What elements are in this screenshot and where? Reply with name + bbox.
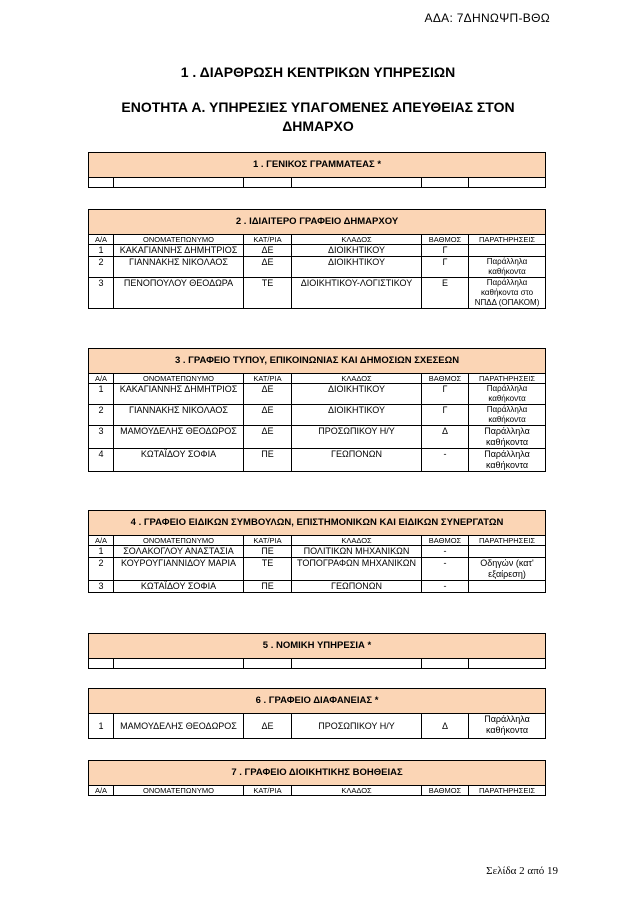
cell-name: ΣΟΛΑΚΟΓΛΟΥ ΑΝΑΣΤΑΣΙΑ (114, 546, 244, 558)
table-row (89, 384, 546, 405)
table-row (89, 558, 546, 581)
cell-notes: Παράλληλα καθήκοντα (469, 384, 546, 405)
cell-branch: ΠΡΟΣΩΠΙΚΟΥ Η/Υ (292, 426, 422, 449)
cell-notes: Οδηγών (κατ' εξαίρεση) (469, 558, 546, 581)
page-subtitle: ΕΝΟΤΗΤΑ Α. ΥΠΗΡΕΣΙΕΣ ΥΠΑΓΟΜΕΝΕΣ ΑΠΕΥΘΕΙΑΣ ΣΤΟΝ ΔΗΜΑΡΧΟ (121, 99, 515, 134)
col-name: ΟΝΟΜΑΤΕΠΩΝΥΜΟ (114, 536, 244, 546)
cell-aa: 1 (89, 714, 114, 739)
section-title: 4 . ΓΡΑΦΕΙΟ ΕΙΔΙΚΩΝ ΣΥΜΒΟΥΛΩΝ, ΕΠΙΣΤΗΜΟΝΙΚΩΝ ΚΑΙ ΕΙΔΙΚΩΝ ΣΥΝΕΡΓΑΤΩΝ (89, 511, 546, 536)
cell-name: ΓΙΑΝΝΑΚΗΣ ΝΙΚΟΛΑΟΣ (114, 405, 244, 426)
cell-grade: Ε (422, 278, 469, 309)
cell-notes: Παράλληλα καθήκοντα (469, 405, 546, 426)
cell-grade: Γ (422, 384, 469, 405)
col-grade: ΒΑΘΜΟΣ (422, 536, 469, 546)
col-aa: Α/Α (89, 235, 114, 245)
col-aa: Α/Α (89, 786, 114, 796)
col-notes: ΠΑΡΑΤΗΡΗΣΕΙΣ (469, 536, 546, 546)
cell-grade: - (422, 558, 469, 581)
col-notes: ΠΑΡΑΤΗΡΗΣΕΙΣ (469, 235, 546, 245)
cell-branch: ΠΟΛΙΤΙΚΩΝ ΜΗΧΑΝΙΚΩΝ (292, 546, 422, 558)
cell-branch: ΠΡΟΣΩΠΙΚΟΥ Η/Υ (292, 714, 422, 739)
section-title: 3 . ΓΡΑΦΕΙΟ ΤΥΠΟΥ, ΕΠΙΚΟΙΝΩΝΙΑΣ ΚΑΙ ΔΗΜΟΣΙΩΝ ΣΧΕΣΕΩΝ (89, 349, 546, 374)
cell-grade: Δ (422, 426, 469, 449)
col-name: ΟΝΟΜΑΤΕΠΩΝΥΜΟ (114, 374, 244, 384)
cell-grade: Γ (422, 257, 469, 278)
table-row (89, 449, 546, 472)
cell-aa: 2 (89, 558, 114, 581)
cell-aa: 1 (89, 245, 114, 257)
cell-grade: - (422, 581, 469, 593)
section-title: 7 . ΓΡΑΦΕΙΟ ΔΙΟΙΚΗΤΙΚΗΣ ΒΟΗΘΕΙΑΣ (89, 761, 546, 786)
col-aa: Α/Α (89, 536, 114, 546)
table-row (89, 245, 546, 257)
cell-grade: - (422, 449, 469, 472)
table-row (89, 178, 546, 188)
page-title: 1 . ΔΙΑΡΘΡΩΣΗ ΚΕΝΤΡΙΚΩΝ ΥΠΗΡΕΣΙΩΝ (180, 64, 456, 80)
table-row (89, 659, 546, 669)
section-title: 2 . ΙΔΙΑΙΤΕΡΟ ΓΡΑΦΕΙΟ ΔΗΜΑΡΧΟΥ (89, 210, 546, 235)
cell-name: ΓΙΑΝΝΑΚΗΣ ΝΙΚΟΛΑΟΣ (114, 257, 244, 278)
cell-name: ΜΑΜΟΥΔΕΛΗΣ ΘΕΟΔΩΡΟΣ (114, 714, 244, 739)
table-row (89, 257, 546, 278)
col-grade: ΒΑΘΜΟΣ (422, 235, 469, 245)
cell-category: ΔΕ (244, 714, 292, 739)
col-branch: ΚΛΑΔΟΣ (292, 536, 422, 546)
cell-notes: Παράλληλα καθήκοντα (469, 426, 546, 449)
col-name: ΟΝΟΜΑΤΕΠΩΝΥΜΟ (114, 235, 244, 245)
table-header-row (89, 536, 546, 546)
cell-category: ΔΕ (244, 426, 292, 449)
section-title: 6 . ΓΡΑΦΕΙΟ ΔΙΑΦΑΝΕΙΑΣ * (89, 689, 546, 714)
cell-name: ΚΑΚΑΓΙΑΝΝΗΣ ΔΗΜΗΤΡΙΟΣ (114, 384, 244, 405)
cell-notes (469, 245, 546, 257)
cell-aa: 3 (89, 581, 114, 593)
cell-aa: 3 (89, 278, 114, 309)
cell-branch: ΔΙΟΙΚΗΤΙΚΟΥ (292, 245, 422, 257)
table-row (89, 426, 546, 449)
table-row (89, 581, 546, 593)
cell-category: ΔΕ (244, 405, 292, 426)
ada-code: ΑΔΑ: 7ΔΗΝΩΨΠ-ΒΘΩ (424, 11, 550, 25)
cell-name: ΚΩΤΑΪΔΟΥ ΣΟΦΙΑ (114, 449, 244, 472)
col-branch: ΚΛΑΔΟΣ (292, 374, 422, 384)
col-notes: ΠΑΡΑΤΗΡΗΣΕΙΣ (469, 374, 546, 384)
cell-notes (469, 581, 546, 593)
cell-name: ΠΕΝΟΠΟΥΛΟΥ ΘΕΟΔΩΡΑ (114, 278, 244, 309)
col-aa: Α/Α (89, 374, 114, 384)
col-category: ΚΑΤ/ΡΙΑ (244, 374, 292, 384)
cell-notes: Παράλληλα καθήκοντα (469, 714, 546, 739)
cell-category: ΔΕ (244, 245, 292, 257)
section-title: 1 . ΓΕΝΙΚΟΣ ΓΡΑΜΜΑΤΕΑΣ * (89, 153, 546, 178)
cell-category: ΔΕ (244, 257, 292, 278)
cell-aa: 2 (89, 405, 114, 426)
section-mayor-office (88, 209, 545, 309)
cell-branch: ΓΕΩΠΟΝΩΝ (292, 581, 422, 593)
cell-branch: ΔΙΟΙΚΗΤΙΚΟΥ (292, 257, 422, 278)
cell-aa: 2 (89, 257, 114, 278)
section-press-office (88, 348, 545, 472)
cell-name: ΚΑΚΑΓΙΑΝΝΗΣ ΔΗΜΗΤΡΙΟΣ (114, 245, 244, 257)
section-admin-assistance (88, 760, 545, 796)
cell-grade: - (422, 546, 469, 558)
section-title: 5 . ΝΟΜΙΚΗ ΥΠΗΡΕΣΙΑ * (89, 634, 546, 659)
cell-category: ΤΕ (244, 558, 292, 581)
col-category: ΚΑΤ/ΡΙΑ (244, 786, 292, 796)
cell-aa: 4 (89, 449, 114, 472)
cell-category: ΤΕ (244, 278, 292, 309)
cell-notes: Παράλληλα καθήκοντα (469, 257, 546, 278)
cell-name: ΚΩΤΑΪΔΟΥ ΣΟΦΙΑ (114, 581, 244, 593)
cell-branch: ΔΙΟΙΚΗΤΙΚΟΥ-ΛΟΓΙΣΤΙΚΟΥ (292, 278, 422, 309)
cell-grade: Δ (422, 714, 469, 739)
cell-notes (469, 546, 546, 558)
cell-grade: Γ (422, 405, 469, 426)
section-special-advisors (88, 510, 545, 593)
cell-category: ΔΕ (244, 384, 292, 405)
table-row (89, 405, 546, 426)
cell-branch: ΓΕΩΠΟΝΩΝ (292, 449, 422, 472)
section-general-secretary (88, 152, 545, 188)
cell-notes: Παράλληλα καθήκοντα στο ΝΠΔΔ (ΟΠΑΚΟΜ) (469, 278, 546, 309)
cell-grade: Γ (422, 245, 469, 257)
cell-name: ΚΟΥΡΟΥΓΙΑΝΝΙΔΟΥ ΜΑΡΙΑ (114, 558, 244, 581)
col-branch: ΚΛΑΔΟΣ (292, 786, 422, 796)
col-grade: ΒΑΘΜΟΣ (422, 374, 469, 384)
col-category: ΚΑΤ/ΡΙΑ (244, 536, 292, 546)
col-notes: ΠΑΡΑΤΗΡΗΣΕΙΣ (469, 786, 546, 796)
cell-aa: 1 (89, 384, 114, 405)
cell-branch: ΔΙΟΙΚΗΤΙΚΟΥ (292, 384, 422, 405)
cell-name: ΜΑΜΟΥΔΕΛΗΣ ΘΕΟΔΩΡΟΣ (114, 426, 244, 449)
cell-category: ΠΕ (244, 449, 292, 472)
table-row (89, 546, 546, 558)
table-row (89, 714, 546, 739)
cell-aa: 3 (89, 426, 114, 449)
page-number: Σελίδα 2 από 19 (486, 865, 558, 877)
cell-category: ΠΕ (244, 546, 292, 558)
table-row (89, 278, 546, 309)
cell-branch: ΤΟΠΟΓΡΑΦΩΝ ΜΗΧΑΝΙΚΩΝ (292, 558, 422, 581)
table-header-row (89, 235, 546, 245)
cell-branch: ΔΙΟΙΚΗΤΙΚΟΥ (292, 405, 422, 426)
cell-notes: Παράλληλα καθήκοντα (469, 449, 546, 472)
section-transparency-office (88, 688, 545, 739)
table-header-row (89, 374, 546, 384)
col-category: ΚΑΤ/ΡΙΑ (244, 235, 292, 245)
col-name: ΟΝΟΜΑΤΕΠΩΝΥΜΟ (114, 786, 244, 796)
col-branch: ΚΛΑΔΟΣ (292, 235, 422, 245)
cell-aa: 1 (89, 546, 114, 558)
section-legal-service (88, 633, 545, 669)
col-grade: ΒΑΘΜΟΣ (422, 786, 469, 796)
table-header-row (89, 786, 546, 796)
cell-category: ΠΕ (244, 581, 292, 593)
